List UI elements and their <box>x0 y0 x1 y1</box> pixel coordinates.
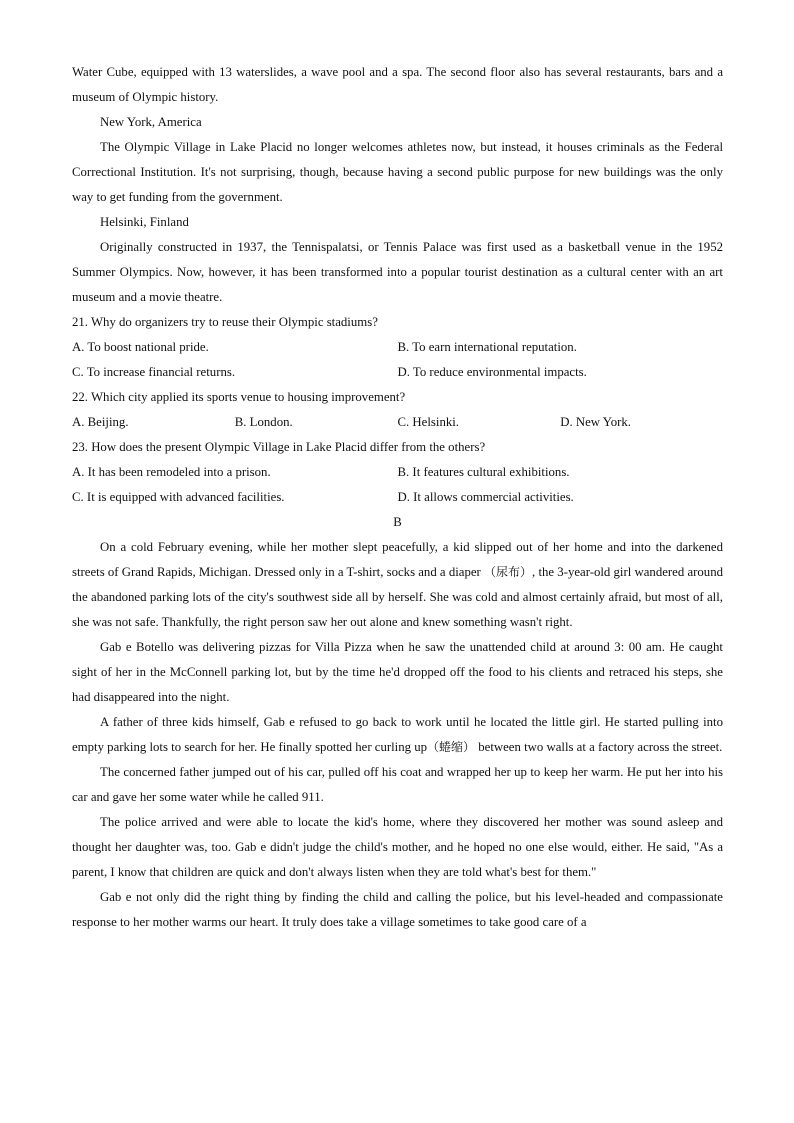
question-22-option-d: D. New York. <box>560 415 631 429</box>
question-21-option-a: A. To boost national pride. <box>72 340 209 354</box>
question-21-stem: 21. Why do organizers try to reuse their Olympic stadiums? <box>72 315 378 329</box>
passage-a-paragraph-3: Originally constructed in 1937, the Tennispalatsi, or Tennis Palace was first used as a basketball venue in the 1952 Summer Olympics. Now, however, it has been transformed into a popular tourist destination as a cultural center with an art museum and a movie theatre. <box>72 240 723 304</box>
question-21-option-c: C. To increase financial returns. <box>72 365 236 379</box>
question-22-option-b: B. London. <box>234 415 293 429</box>
passage-b-paragraph-4: The concerned father jumped out of his car, pulled off his coat and wrapped her up to keep her warm. He put her into his car and gave her some water while he called 911. <box>72 765 723 804</box>
passage-b-paragraph-6: Gab e not only did the right thing by finding the child and calling the police, but his level-headed and compassionate response to her mother warms our heart. It truly does take a village sometimes to take good care of a <box>72 890 723 929</box>
new-york-heading: New York, America <box>100 115 202 129</box>
question-21-options <box>72 335 723 385</box>
document-page <box>72 60 723 935</box>
passage-b-paragraph-1 <box>72 535 723 635</box>
question-23-option-c: C. It is equipped with advanced facilities. <box>72 490 285 504</box>
question-21-option-d: D. To reduce environmental impacts. <box>397 365 587 379</box>
question-23-option-b: B. It features cultural exhibitions. <box>397 465 570 479</box>
helsinki-heading: Helsinki, Finland <box>100 215 189 229</box>
passage-b-p3-text-after: between two walls at a factory across the street. <box>475 740 723 754</box>
passage-b-p3-text-before: A father of three kids himself, Gab e refused to go back to work until he located the little girl. He started pulling into empty parking lots to search for her. He finally spotted her curling up <box>72 715 723 754</box>
question-23-options <box>72 460 723 510</box>
question-22-options <box>72 410 723 435</box>
passage-a-paragraph-2: The Olympic Village in Lake Placid no longer welcomes athletes now, but instead, it houses criminals as the Federal Correctional Institution. It's not surprising, though, because having a second public purpose for new buildings was the only way to get funding from the government. <box>72 140 723 204</box>
question-21-option-b: B. To earn international reputation. <box>397 340 577 354</box>
passage-b-p1-text-before: On a cold February evening, while her mother slept peacefully, a kid slipped out of her home and into the darkened streets of Grand Rapids, Michigan. Dressed only in a T-shirt, socks and a diaper <box>72 540 723 579</box>
passage-b-paragraph-5: The police arrived and were able to locate the kid's home, where they discovered her mother was sound asleep and thought her daughter was, too. Gab e didn't judge the child's mother, and he hoped no one else would, either. He said, "As a parent, I know that children are quick and don't always listen when they are told what's best for them." <box>72 815 723 879</box>
question-23-option-a: A. It has been remodeled into a prison. <box>72 465 271 479</box>
passage-b-p1-chinese-gloss: （尿布） <box>484 565 533 579</box>
question-22-option-c: C. Helsinki. <box>397 415 459 429</box>
question-22-option-a: A. Beijing. <box>72 415 129 429</box>
passage-a-paragraph-1: Water Cube, equipped with 13 waterslides, a wave pool and a spa. The second floor also has several restaurants, bars and a museum of Olympic history. <box>72 65 723 104</box>
question-23-option-d: D. It allows commercial activities. <box>397 490 574 504</box>
passage-b-paragraph-2: Gab e Botello was delivering pizzas for Villa Pizza when he saw the unattended child at around 3: 00 am. He caught sight of her in the McConnell parking lot, but by the time he'd dropped off the food to his clients and retraced his steps, she had disappeared into the night. <box>72 640 723 704</box>
passage-b-p1-text-after: , the 3-year-old girl wandered around the abandoned parking lots of the city's southwest side all by herself. She was cold and almost certainly afraid, but most of all, she was not safe. Thankfully, the right person saw her out alone and knew something wasn't right. <box>72 565 723 629</box>
question-23-stem: 23. How does the present Olympic Village in Lake Placid differ from the others? <box>72 440 486 454</box>
question-22-stem: 22. Which city applied its sports venue to housing improvement? <box>72 390 406 404</box>
passage-b-p3-chinese-gloss: （蜷缩） <box>427 740 476 754</box>
passage-b-paragraph-3 <box>72 710 723 760</box>
passage-b-title: B <box>393 515 402 529</box>
